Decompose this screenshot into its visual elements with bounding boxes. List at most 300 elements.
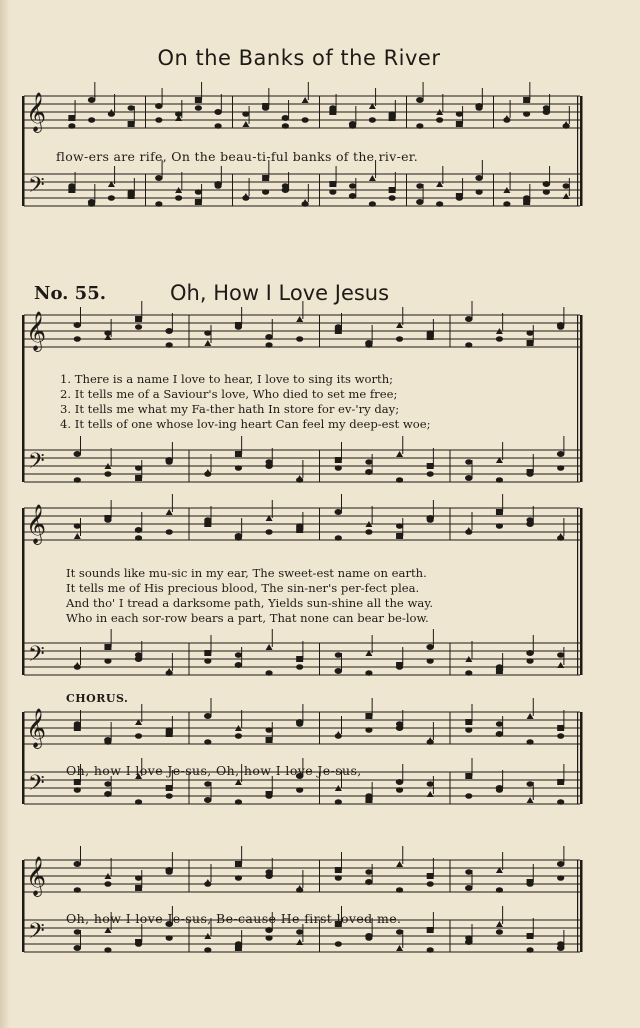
verse-3-part-2: And tho' I tread a darksome path, Yields sun-shine all the way. [66, 596, 434, 610]
note-head [235, 535, 242, 541]
note-head [496, 523, 503, 529]
note-head [476, 105, 483, 111]
note-head [204, 650, 211, 656]
note-head [396, 721, 403, 727]
note-head [369, 175, 376, 181]
note-head [427, 471, 434, 477]
note-head [282, 183, 289, 189]
note-head [543, 105, 550, 111]
note-head [427, 517, 434, 523]
note-head [396, 887, 403, 893]
note-head [74, 945, 82, 951]
barline [145, 96, 146, 128]
note-head [365, 342, 372, 348]
note-head [526, 658, 533, 664]
note-head [104, 644, 111, 650]
note-head [235, 465, 242, 471]
note-head [557, 324, 564, 330]
note-head [296, 656, 303, 662]
note-head [523, 97, 530, 103]
note-head [262, 175, 269, 181]
note-head [557, 861, 565, 867]
note-head [265, 342, 272, 348]
note-head [242, 121, 249, 127]
note-head [265, 459, 272, 465]
note-head [465, 316, 473, 322]
note-head [74, 336, 81, 342]
note-head [296, 336, 303, 342]
note-head [235, 451, 242, 457]
note-head [436, 201, 443, 207]
note-head [526, 739, 533, 745]
note-head [235, 733, 242, 739]
note-head [135, 465, 142, 471]
note-head [365, 459, 372, 465]
note-head [104, 330, 111, 336]
note-head [557, 799, 564, 805]
note-head [557, 875, 564, 881]
barline [319, 450, 320, 482]
note-head [365, 879, 373, 885]
barline [580, 96, 583, 206]
note-head [204, 471, 211, 477]
note-head [296, 523, 303, 529]
note-head [416, 199, 424, 205]
note-head [335, 652, 342, 658]
note-head [128, 105, 135, 111]
note-head [427, 873, 434, 879]
system-bracket [22, 860, 25, 952]
previous-hymn-title: On the Banks of the River [157, 46, 441, 70]
note-head [175, 195, 182, 201]
note-head [135, 799, 142, 805]
note-head [214, 109, 222, 115]
note-head [282, 115, 290, 121]
note-head [128, 189, 135, 195]
note-head [204, 781, 211, 787]
treble-clef: 𝄞 [26, 92, 47, 132]
note-head [335, 867, 342, 873]
note-head [74, 861, 82, 867]
treble-clef: 𝄞 [26, 311, 47, 351]
note-head [436, 117, 443, 123]
chorus-line-1: Oh, how I love Je-sus, Oh, how I love Je-sus, [66, 763, 362, 778]
note-head [265, 935, 272, 941]
note-head [296, 316, 303, 322]
note-head [166, 342, 173, 348]
verse-3-part-1: 3. It tells me what my Fa-ther hath In store for ev-'ry day; [60, 402, 400, 416]
note-head [74, 322, 82, 328]
barline [319, 508, 320, 540]
barline [450, 508, 451, 540]
note-head [365, 869, 372, 875]
note-head [166, 509, 173, 515]
note-head [108, 195, 115, 201]
barline [450, 643, 451, 675]
note-head [302, 97, 309, 103]
note-head [235, 861, 242, 867]
note-head [427, 463, 434, 469]
barline [319, 315, 320, 347]
note-head [416, 97, 424, 103]
note-head [135, 652, 142, 658]
note-head [396, 664, 403, 670]
note-head [155, 201, 162, 207]
note-head [74, 779, 81, 785]
note-head [104, 658, 111, 664]
barline [189, 643, 190, 675]
note-head [427, 781, 434, 787]
note-head [155, 175, 163, 181]
note-head [204, 881, 211, 887]
chorus-label: CHORUS. [66, 692, 129, 705]
note-head [557, 725, 564, 731]
note-head [527, 340, 534, 346]
note-head [365, 727, 372, 733]
note-head [204, 340, 211, 346]
note-head [265, 529, 272, 535]
note-head [265, 334, 273, 340]
note-head [365, 529, 372, 535]
system-bracket [22, 508, 25, 675]
note-head [135, 535, 142, 541]
note-head [523, 195, 530, 201]
note-head [396, 533, 403, 539]
note-head [426, 644, 434, 650]
note-head [526, 471, 533, 477]
note-head [496, 336, 503, 342]
note-head [475, 175, 483, 181]
note-head [235, 799, 242, 805]
note-head [365, 469, 373, 475]
note-head [396, 336, 403, 342]
note-head [465, 935, 472, 941]
verse-4-part-2: Who in each sor-row bears a part, That none can bear be-low. [66, 611, 429, 625]
note-head [557, 465, 564, 471]
note-head [527, 933, 534, 939]
note-head [262, 105, 269, 111]
verse-2-part-2: It tells me of His precious blood, The sin-ner's per-fect plea. [66, 581, 420, 595]
note-head [235, 652, 242, 658]
note-head [335, 875, 342, 881]
note-head [265, 927, 273, 933]
note-head [557, 733, 564, 739]
barline [232, 174, 233, 206]
barline [189, 450, 190, 482]
note-head [563, 183, 570, 189]
note-head [456, 195, 463, 201]
bass-clef: 𝄢 [28, 919, 45, 949]
note-head [88, 201, 95, 207]
barline [493, 96, 494, 128]
note-head [365, 935, 372, 941]
barline [189, 315, 190, 347]
note-head [74, 451, 82, 457]
note-head [74, 887, 81, 893]
note-head [88, 97, 96, 103]
note-head [166, 670, 173, 676]
note-head [557, 535, 564, 541]
barline [577, 712, 578, 804]
barline [406, 174, 407, 206]
system-bracket [22, 96, 25, 206]
barline [232, 96, 233, 128]
note-head [335, 457, 342, 463]
note-head [523, 111, 530, 117]
note-head [104, 471, 111, 477]
note-head [335, 324, 342, 330]
note-head [526, 517, 533, 523]
note-head [496, 731, 504, 737]
note-head [389, 187, 396, 193]
note-head [68, 183, 75, 189]
note-head [349, 183, 356, 189]
note-head [329, 181, 336, 187]
note-head [166, 935, 173, 941]
note-head [465, 885, 473, 891]
note-head [165, 328, 173, 334]
note-head [396, 945, 403, 951]
note-head [465, 727, 472, 733]
note-head [204, 797, 212, 803]
note-head [557, 941, 564, 947]
note-head [155, 117, 162, 123]
note-head [365, 793, 372, 799]
note-head [166, 785, 173, 791]
note-head [427, 791, 434, 797]
hymn-number: No. 55. [34, 283, 106, 304]
note-head [456, 111, 463, 117]
note-head [135, 316, 142, 322]
note-head [465, 529, 472, 535]
note-head [235, 662, 243, 668]
note-head [108, 111, 115, 117]
verse-2-part-1: 2. It tells me of a Saviour's love, Who died to set me free; [60, 387, 398, 401]
note-head [135, 324, 142, 330]
note-head [155, 103, 163, 109]
barline [319, 712, 320, 744]
note-head [557, 451, 565, 457]
note-head [496, 887, 503, 893]
note-head [296, 721, 303, 727]
note-head [427, 927, 434, 933]
note-head [396, 451, 403, 457]
treble-clef: 𝄞 [26, 856, 47, 896]
note-head [74, 533, 81, 539]
note-head [104, 517, 111, 523]
note-head [503, 201, 510, 207]
note-head [68, 123, 75, 129]
note-head [496, 721, 503, 727]
barline [319, 174, 320, 206]
barline [189, 508, 190, 540]
note-head [369, 117, 376, 123]
note-head [296, 787, 303, 793]
note-head [74, 787, 81, 793]
note-head [166, 869, 173, 875]
note-head [396, 477, 403, 483]
note-head [265, 670, 272, 676]
treble-clef: 𝄞 [26, 504, 47, 544]
note-head [427, 881, 434, 887]
note-head [74, 477, 81, 483]
note-head [235, 941, 242, 947]
note-head [166, 459, 173, 465]
barline [406, 96, 407, 128]
barline [580, 712, 583, 804]
note-head [215, 183, 222, 189]
note-head [302, 201, 309, 207]
note-head [266, 737, 273, 743]
note-head [262, 189, 269, 195]
note-head [416, 183, 423, 189]
note-head [527, 713, 534, 719]
note-head [104, 791, 112, 797]
note-head [128, 121, 135, 127]
note-head [369, 201, 376, 207]
note-head [104, 739, 111, 745]
note-head [416, 123, 423, 129]
note-head [557, 652, 564, 658]
note-head [104, 881, 111, 887]
note-head [526, 881, 533, 887]
note-head [365, 670, 372, 676]
note-head [74, 929, 81, 935]
note-head [175, 111, 182, 117]
note-head [204, 713, 212, 719]
note-head [396, 523, 403, 529]
barline [189, 860, 190, 892]
bass-clef: 𝄢 [28, 449, 45, 479]
note-head [527, 797, 534, 803]
note-head [389, 111, 396, 117]
note-head [496, 664, 503, 670]
note-head [329, 105, 336, 111]
note-head [135, 875, 142, 881]
note-head [465, 719, 472, 725]
note-head [335, 668, 343, 674]
note-head [104, 781, 111, 787]
note-head [465, 459, 472, 465]
note-head [195, 189, 202, 195]
note-head [427, 658, 434, 664]
note-head [335, 799, 342, 805]
note-head [456, 121, 463, 127]
note-head [166, 529, 173, 535]
note-head [465, 869, 472, 875]
note-head [329, 189, 336, 195]
note-head [563, 193, 570, 199]
note-head [496, 787, 503, 793]
previous-hymn-lyric: flow-ers are rife, On the beau-ti-ful banks of the riv-er. [56, 149, 418, 164]
system-bracket [22, 712, 25, 804]
note-head [265, 793, 272, 799]
bass-clef: 𝄢 [28, 642, 45, 672]
note-head [242, 111, 249, 117]
note-head [104, 947, 111, 953]
note-head [389, 195, 396, 201]
verse-4-part-1: 4. It tells of one whose lov-ing heart Can feel my deep-est woe; [60, 417, 431, 431]
note-head [135, 527, 143, 533]
treble-clef: 𝄞 [26, 708, 47, 748]
note-head [166, 727, 173, 733]
note-head [195, 199, 202, 205]
note-head [396, 861, 403, 867]
note-head [476, 189, 483, 195]
verse-1-part-2: It sounds like mu-sic in my ear, The sweet-est name on earth. [66, 566, 427, 580]
note-head [135, 475, 142, 481]
note-head [396, 929, 403, 935]
note-head [266, 644, 273, 650]
note-head [204, 658, 211, 664]
note-head [68, 115, 75, 121]
note-head [365, 713, 372, 719]
note-head [74, 523, 81, 529]
note-head [349, 123, 356, 129]
note-head [396, 787, 403, 793]
barline [493, 174, 494, 206]
note-head [349, 193, 357, 199]
bass-clef: 𝄢 [28, 771, 45, 801]
note-head [526, 650, 534, 656]
note-head [335, 941, 342, 947]
note-head [302, 117, 309, 123]
barline [450, 860, 451, 892]
note-head [296, 477, 303, 483]
note-head [526, 947, 533, 953]
note-head [465, 793, 472, 799]
note-head [543, 181, 551, 187]
note-head [496, 929, 503, 935]
note-head [135, 941, 142, 947]
verse-1-part-1: 1. There is a name I love to hear, I love to sing its worth; [60, 372, 394, 386]
note-head [335, 509, 343, 515]
note-head [496, 509, 503, 515]
barline [577, 860, 578, 952]
note-head [296, 929, 303, 935]
note-head [166, 793, 173, 799]
note-head [465, 670, 472, 676]
note-head [335, 733, 342, 739]
note-head [204, 739, 211, 745]
note-head [135, 885, 142, 891]
note-head [195, 97, 202, 103]
note-head [135, 733, 142, 739]
note-head [465, 342, 472, 348]
note-head [242, 195, 249, 201]
note-head [282, 123, 289, 129]
note-head [296, 664, 303, 670]
barline [450, 315, 451, 347]
barline [145, 174, 146, 206]
barline [450, 450, 451, 482]
barline [319, 860, 320, 892]
note-head [204, 517, 211, 523]
note-head [265, 869, 272, 875]
note-head [195, 105, 202, 111]
note-head [503, 117, 510, 123]
bass-clef: 𝄢 [28, 173, 45, 203]
note-head [465, 475, 473, 481]
chorus-line-2: Oh, how I love Je-sus, Be-cause He first loved me. [66, 911, 402, 926]
note-head [335, 465, 342, 471]
note-head [526, 781, 533, 787]
barline [319, 96, 320, 128]
note-head [265, 727, 272, 733]
barline [577, 96, 578, 206]
note-head [557, 662, 564, 668]
note-head [74, 664, 81, 670]
